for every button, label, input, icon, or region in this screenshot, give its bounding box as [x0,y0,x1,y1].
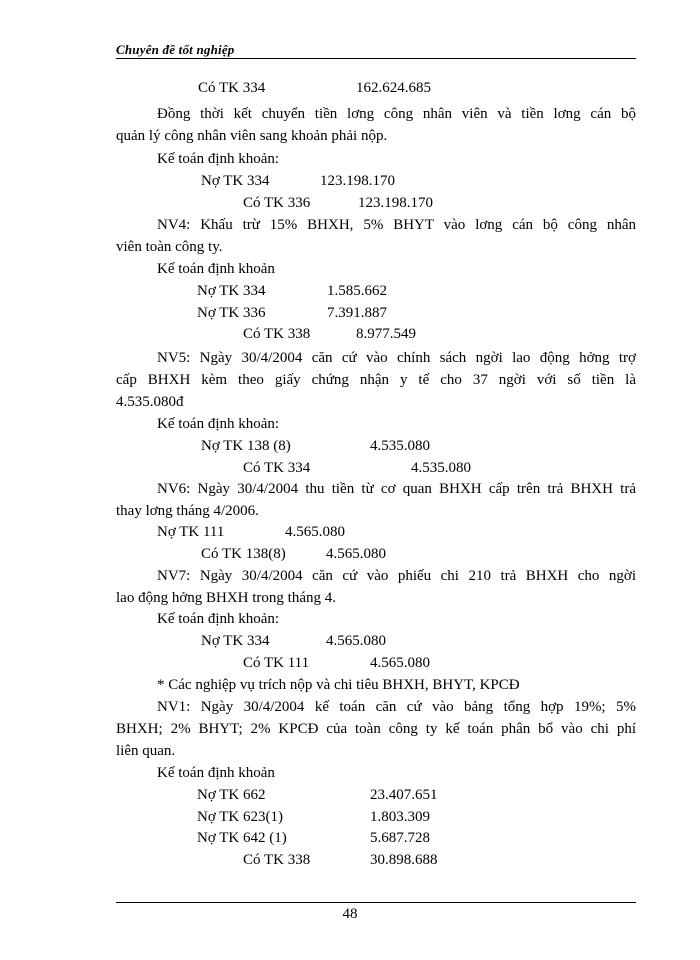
entry-amount: 4.565.080 [370,655,430,671]
entry-account: Nợ TK 138 (8) [201,438,291,454]
paragraph-line: Đồng thời kết chuyển tiền lơng công nhân viên và tiền lơng cán bộ [157,106,636,122]
entry-account: Có TK 138(8) [201,546,286,562]
entry-account: Nợ TK 662 [197,787,266,803]
entry-amount: 162.624.685 [356,80,431,96]
entry-amount: 123.198.170 [358,195,433,211]
entry-account: Nợ TK 334 [197,283,266,299]
entry-account: Có TK 111 [243,655,310,671]
entry-amount: 8.977.549 [356,326,416,342]
paragraph-line: viên toàn công ty. [116,239,223,255]
entry-account: Có TK 338 [243,852,311,868]
paragraph-line: NV4: Khấu trừ 15% BHXH, 5% BHYT vào lơng cán bộ công nhân [157,217,636,233]
paragraph-line: NV5: Ngày 30/4/2004 căn cứ vào chính sách ngời lao động hởng trợ [157,350,636,366]
paragraph-line: NV7: Ngày 30/4/2004 căn cứ vào phiếu chi 210 trả BHXH cho ngời [157,568,636,584]
paragraph-line: NV6: Ngày 30/4/2004 thu tiền từ cơ quan BHXH cấp trên trả BHXH trả [157,481,636,497]
entry-account: Nợ TK 334 [201,633,270,649]
entry-account: Có TK 334 [243,460,311,476]
entry-amount: 7.391.887 [327,305,387,321]
entry-account: Nợ TK 642 (1) [197,830,287,846]
entry-amount: 30.898.688 [370,852,438,868]
footer-rule [116,902,636,903]
entry-account: Nợ TK 111 [157,524,225,540]
header-rule [116,58,636,59]
entry-amount: 4.565.080 [285,524,345,540]
paragraph-line: NV1: Ngày 30/4/2004 kế toán căn cứ vào bảng tổng hợp 19%; 5% [157,699,636,715]
entry-amount: 23.407.651 [370,787,438,803]
page-header-title: Chuyên đề tốt nghiệp [116,42,235,57]
journal-entry-heading: Kế toán định khoản [157,765,275,781]
page-number: 48 [342,906,358,922]
paragraph-line: 4.535.080đ [116,394,184,410]
entry-amount: 4.565.080 [326,633,386,649]
journal-entry-heading: Kế toán định khoản [157,261,275,277]
paragraph-line: quản lý công nhân viên sang khoản phải nộp. [116,128,388,144]
entry-amount: 1.803.309 [370,809,430,825]
entry-account: Nợ TK 334 [201,173,270,189]
entry-amount: 4.535.080 [370,438,430,454]
paragraph-line: liên quan. [116,743,176,759]
paragraph-line: cấp BHXH kèm theo giấy chứng nhận y tế cho 37 ngời với số tiền là [116,372,636,388]
paragraph-line: lao động hởng BHXH trong tháng 4. [116,590,336,606]
paragraph-line: thay lơng tháng 4/2006. [116,503,259,519]
entry-account: Có TK 336 [243,195,311,211]
entry-amount: 123.198.170 [320,173,395,189]
entry-amount: 4.565.080 [326,546,386,562]
paragraph-line: BHXH; 2% BHYT; 2% KPCĐ của toàn công ty kế toán phân bổ vào chi phí [116,721,636,737]
entry-account: Nợ TK 336 [197,305,266,321]
journal-entry-heading: Kế toán định khoản: [157,611,280,627]
journal-entry-heading: Kế toán định khoản: [157,151,280,167]
entry-amount: 1.585.662 [327,283,387,299]
entry-account: Có TK 338 [243,326,311,342]
section-heading: * Các nghiệp vụ trích nộp và chi tiêu BHXH, BHYT, KPCĐ [157,677,520,693]
entry-amount: 4.535.080 [411,460,471,476]
entry-account: Nợ TK 623(1) [197,809,283,825]
entry-amount: 5.687.728 [370,830,430,846]
entry-account: Có TK 334 [198,80,266,96]
journal-entry-heading: Kế toán định khoản: [157,416,280,432]
